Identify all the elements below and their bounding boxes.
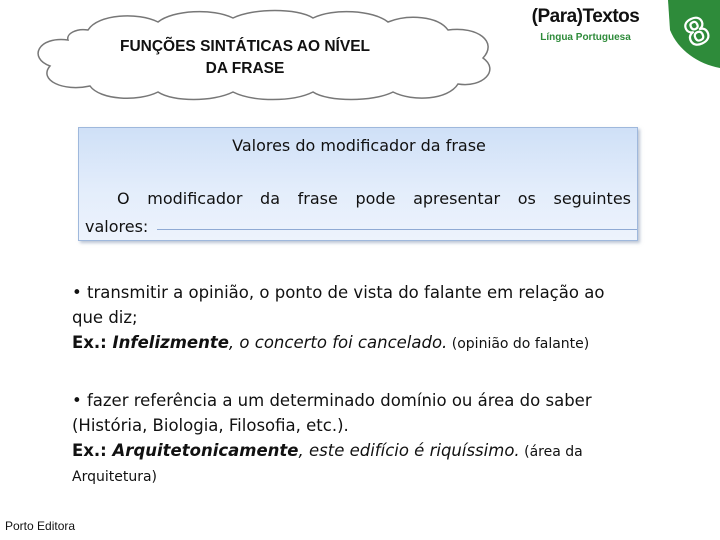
example-label: Ex.:: [72, 333, 113, 352]
example-note: (opinião do falante): [447, 336, 590, 352]
example-keyword: Arquitetonicamente: [112, 441, 299, 460]
info-box-text-line1-content: O modificador da frase pode apresentar os seguintes: [117, 189, 631, 208]
brand-subtitle: Língua Portuguesa: [540, 32, 631, 43]
bullet-domain-line1: • fazer referência a um determinado domínio ou área do saber: [72, 391, 592, 410]
bullet-opinion-line1: • transmitir a opinião, o ponto de vista do falante em relação ao: [72, 283, 605, 302]
brand-logo: [528, 6, 643, 52]
example-sentence: , o concerto foi cancelado.: [228, 333, 448, 352]
example-label: Ex.:: [72, 441, 113, 460]
grade-number: 8: [678, 8, 716, 56]
info-box-text-line2: valores:: [85, 217, 149, 236]
publisher-footer: Porto Editora: [5, 519, 76, 533]
example-sentence: , este edifício é riquíssimo.: [298, 441, 520, 460]
info-box-text-line1: [87, 189, 631, 208]
example-note-continued: Arquitetura): [72, 469, 157, 485]
info-box-title: Valores do modificador da frase: [232, 136, 486, 155]
example-note: (área da: [519, 444, 583, 460]
grade-badge-icon: [668, 0, 720, 68]
example-keyword: Infelizmente: [112, 333, 229, 352]
page-title-line2: DA FRASE: [205, 60, 285, 77]
bullet-opinion: [72, 280, 672, 357]
bullet-domain: [72, 388, 672, 490]
info-box: [78, 127, 638, 241]
bullet-opinion-example: [72, 330, 672, 357]
page-title-line1: FUNÇÕES SINTÁTICAS AO NÍVEL: [119, 38, 371, 55]
bullet-opinion-line2: que diz;: [72, 308, 138, 327]
bullet-domain-line2: (História, Biologia, Filosofia, etc.).: [72, 416, 349, 435]
brand-name: (Para)Textos: [531, 6, 640, 27]
bullet-domain-example: [72, 438, 672, 465]
info-box-divider: [157, 229, 637, 230]
page-title: [95, 36, 395, 80]
